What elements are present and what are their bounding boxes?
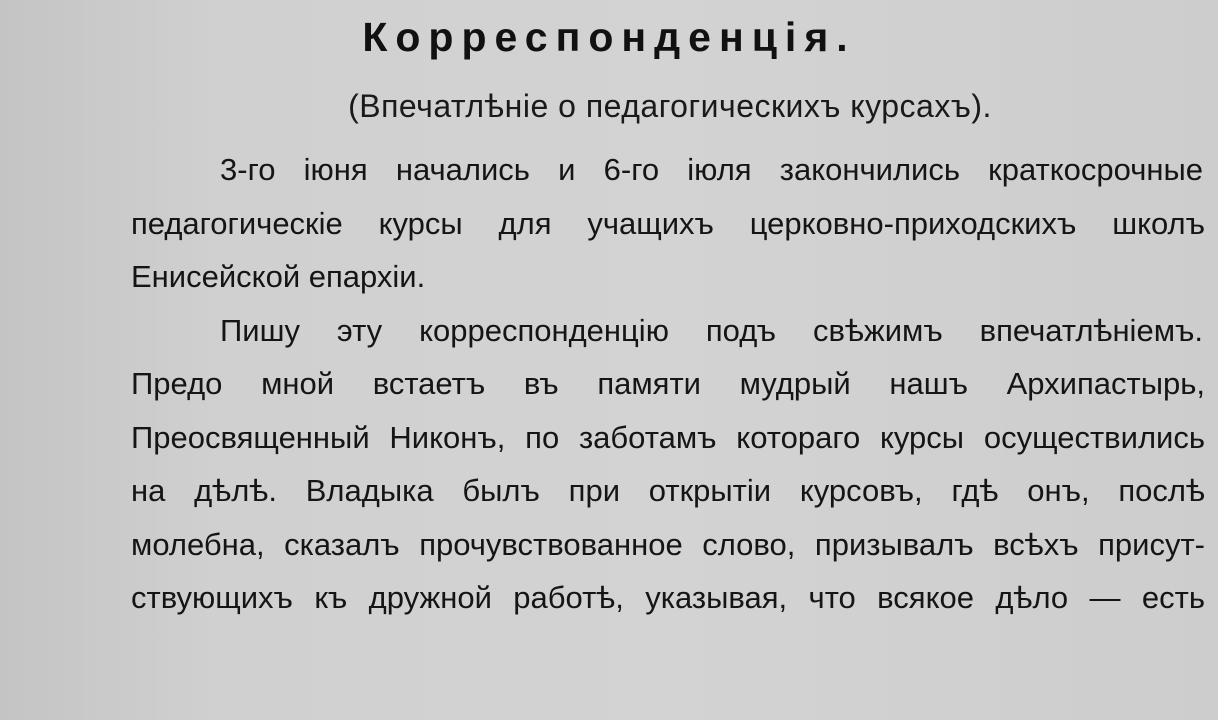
text-line: молебна, сказалъ прочувствованное слово, призывалъ всѣхъ присут-: [131, 527, 1205, 562]
text-line: ствующихъ къ дружной работѣ, указывая, что всякое дѣло — есть: [131, 580, 1205, 615]
text-line: Предо мной встаетъ въ памяти мудрый нашъ Архипастырь,: [131, 366, 1205, 401]
text-line: Пишу эту корреспонденцію подъ свѣжимъ впечатлѣніемъ.: [220, 313, 1203, 348]
text-line: на дѣлѣ. Владыка былъ при открытіи курсовъ, гдѣ онъ, послѣ: [131, 473, 1205, 508]
text-line: 3-го іюня начались и 6-го іюля закончились краткосрочные: [220, 152, 1203, 187]
text-line: Преосвященный Никонъ, по заботамъ котораго курсы осуществились: [131, 420, 1205, 455]
page-heading: Корреспонденція.: [362, 14, 856, 60]
text-line: педагогическіе курсы для учащихъ церковно-приходскихъ школъ: [131, 206, 1205, 241]
text-line: Енисейской епархіи.: [131, 259, 426, 294]
page-subheading: (Впечатлѣніе о педагогическихъ курсахъ).: [348, 88, 992, 124]
